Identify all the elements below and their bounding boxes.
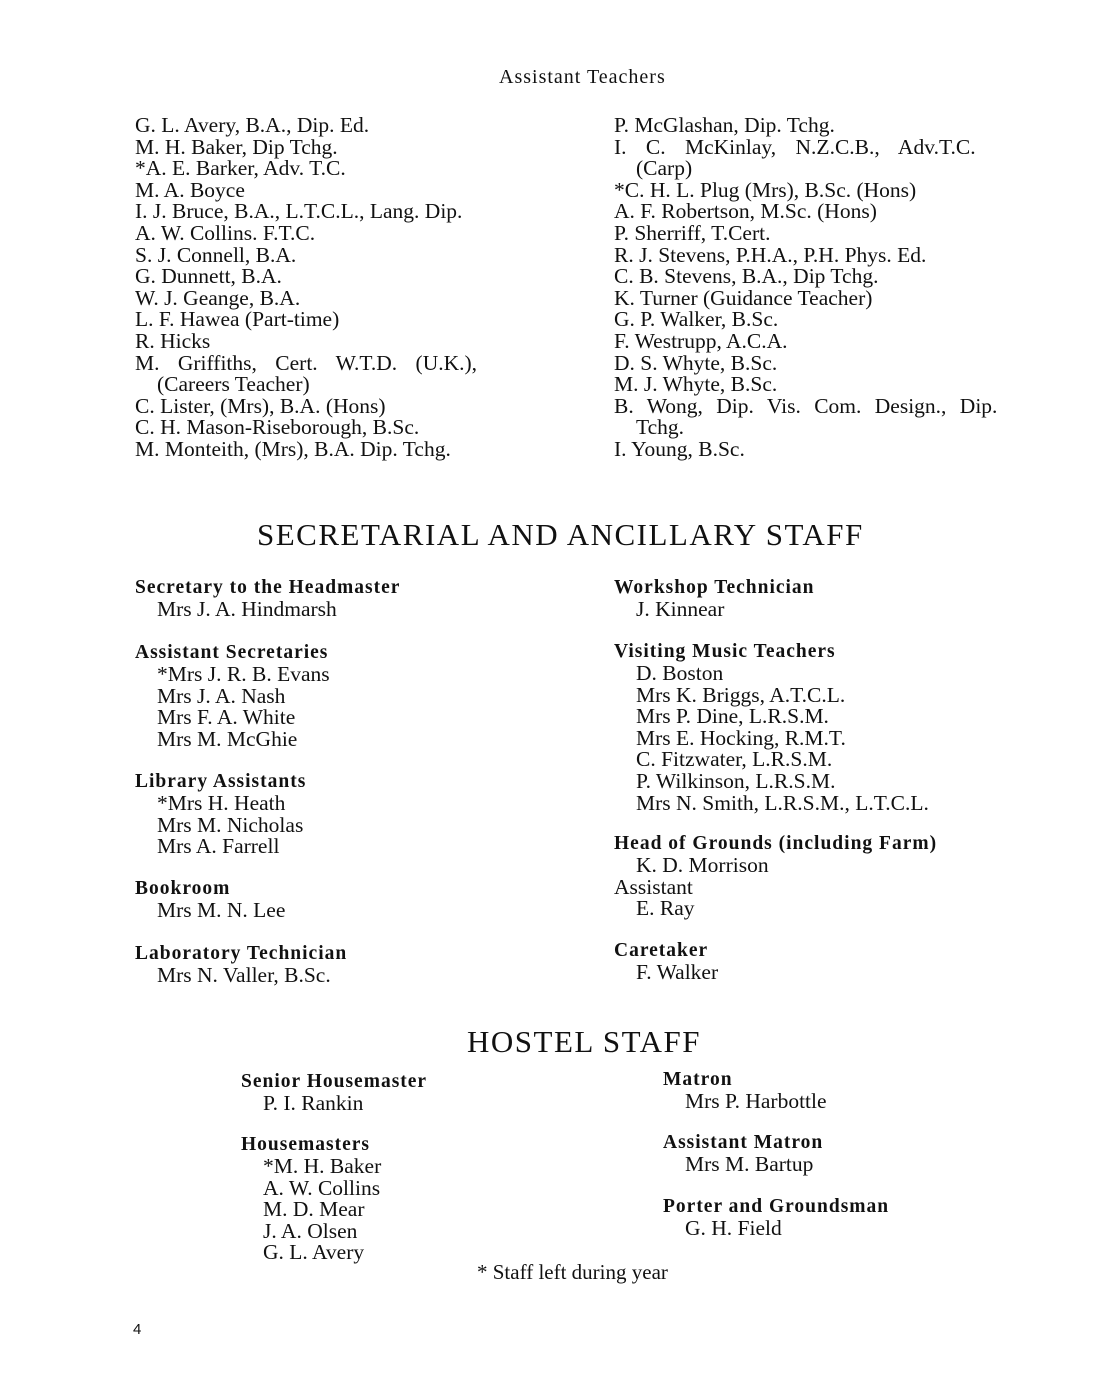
teacher-entry: P. Sherriff, T.Cert.: [614, 220, 771, 245]
teacher-entry: I. C. McKinlay, N.Z.C.B., Adv.T.C.: [614, 134, 976, 159]
staff-name: G. L. Avery: [263, 1240, 365, 1265]
teacher-entry: K. Turner (Guidance Teacher): [614, 285, 873, 310]
teacher-entry: F. Westrupp, A.C.A.: [614, 328, 788, 353]
staff-group-head-of-grounds: [614, 833, 937, 920]
staff-group-matron: [663, 1069, 827, 1113]
group-title: Assistant Secretaries: [135, 642, 329, 663]
group-title: Library Assistants: [135, 771, 307, 792]
staff-name: Mrs K. Briggs, A.T.C.L.: [636, 682, 846, 707]
group-title: Housemasters: [241, 1134, 370, 1155]
teacher-entry-continuation: (Carp): [636, 156, 693, 181]
staff-name: P. Wilkinson, L.R.S.M.: [636, 768, 836, 793]
group-title: Porter and Groundsman: [663, 1196, 890, 1217]
teacher-entry: G. Dunnett, B.A.: [135, 264, 282, 289]
staff-name: Mrs P. Harbottle: [685, 1089, 827, 1113]
assistant-teachers-right-list: [614, 115, 1060, 461]
staff-group-porter-groundsman: [663, 1196, 889, 1240]
staff-group-bookroom: [135, 878, 285, 922]
staff-group-assistant-matron: [663, 1132, 823, 1176]
staff-group-library-assistants: [135, 771, 306, 858]
teacher-entry: M. H. Baker, Dip Tchg.: [135, 134, 338, 159]
page-number: 4: [133, 1321, 142, 1338]
group-title: Laboratory Technician: [135, 943, 348, 964]
staff-name: Mrs M. N. Lee: [157, 898, 286, 922]
teacher-entry: *A. E. Barker, Adv. T.C.: [135, 156, 346, 181]
group-title: Caretaker: [614, 940, 709, 961]
group-title: Matron: [663, 1069, 733, 1090]
teacher-entry: I. Young, B.Sc.: [614, 436, 745, 461]
group-title: Workshop Technician: [614, 577, 815, 598]
teacher-entry: I. J. Bruce, B.A., L.T.C.L., Lang. Dip.: [135, 199, 463, 224]
staff-group-visiting-music-teachers: [614, 641, 929, 814]
staff-group-assistant-secretaries: [135, 642, 330, 750]
teacher-entry-continuation: Tchg.: [636, 415, 685, 440]
staff-name: K. D. Morrison: [636, 853, 769, 877]
staff-name: Mrs N. Valler, B.Sc.: [157, 963, 331, 987]
assistant-teachers-heading: Assistant Teachers: [499, 66, 666, 88]
staff-name: A. W. Collins: [263, 1175, 381, 1200]
teacher-entry: R. J. Stevens, P.H.A., P.H. Phys. Ed.: [614, 242, 927, 267]
teacher-entry: A. W. Collins. F.T.C.: [135, 220, 316, 245]
staff-group-senior-housemaster: [241, 1071, 427, 1115]
teacher-entry: W. J. Geange, B.A.: [135, 285, 301, 310]
teacher-entry: *C. H. L. Plug (Mrs), B.Sc. (Hons): [614, 177, 917, 202]
hostel-staff-heading: HOSTEL STAFF: [467, 1024, 701, 1059]
staff-name: Mrs J. A. Nash: [157, 683, 286, 708]
staff-group-caretaker: [614, 940, 718, 984]
teacher-entry: B. Wong, Dip. Vis. Com. Design., Dip.: [614, 393, 998, 418]
teacher-entry: S. J. Connell, B.A.: [135, 242, 297, 267]
group-title: Assistant Matron: [663, 1132, 824, 1153]
staff-group-workshop-technician: [614, 577, 815, 621]
group-title: Senior Housemaster: [241, 1071, 428, 1092]
staff-name: G. H. Field: [685, 1216, 782, 1240]
staff-name: Mrs M. Nicholas: [157, 812, 304, 837]
staff-group-housemasters: [241, 1134, 381, 1264]
staff-name: Mrs M. McGhie: [157, 726, 298, 751]
staff-name: D. Boston: [636, 661, 724, 685]
footnote: * Staff left during year: [477, 1260, 668, 1284]
staff-group-secretary: [135, 577, 400, 621]
group-title: Head of Grounds (including Farm): [614, 833, 938, 854]
staff-name: F. Walker: [636, 960, 719, 984]
staff-name: C. Fitzwater, L.R.S.M.: [636, 747, 833, 772]
teacher-entry: M. A. Boyce: [135, 177, 245, 202]
staff-name: J. A. Olsen: [263, 1218, 358, 1243]
staff-name: J. Kinnear: [636, 597, 725, 621]
teacher-entry: A. F. Robertson, M.Sc. (Hons): [614, 199, 877, 224]
staff-name: M. D. Mear: [263, 1197, 365, 1222]
staff-name: *Mrs H. Heath: [157, 791, 286, 815]
teacher-entry: D. S. Whyte, B.Sc.: [614, 350, 778, 375]
staff-name: Mrs F. A. White: [157, 705, 296, 730]
teacher-entry: G. L. Avery, B.A., Dip. Ed.: [135, 113, 370, 137]
teacher-entry: R. Hicks: [135, 328, 211, 353]
teacher-entry: M. Monteith, (Mrs), B.A. Dip. Tchg.: [135, 436, 451, 461]
staff-name: Mrs E. Hocking, R.M.T.: [636, 725, 846, 750]
staff-name: P. I. Rankin: [263, 1091, 364, 1115]
teacher-entry: C. H. Mason-Riseborough, B.Sc.: [135, 415, 420, 440]
staff-name: Mrs N. Smith, L.R.S.M., L.T.C.L.: [636, 790, 929, 815]
staff-group-laboratory-technician: [135, 943, 347, 987]
staff-name: Mrs P. Dine, L.R.S.M.: [636, 704, 829, 729]
teacher-entry: C. Lister, (Mrs), B.A. (Hons): [135, 393, 386, 418]
staff-name: *Mrs J. R. B. Evans: [157, 662, 330, 686]
staff-name: *M. H. Baker: [263, 1154, 382, 1178]
assistant-teachers-left-list: [135, 115, 585, 461]
group-sub-label: Assistant: [614, 874, 693, 899]
teacher-entry: L. F. Hawea (Part-time): [135, 307, 340, 332]
group-title: Bookroom: [135, 878, 231, 899]
teacher-entry: C. B. Stevens, B.A., Dip Tchg.: [614, 264, 879, 289]
staff-name: Mrs J. A. Hindmarsh: [157, 597, 337, 621]
teacher-entry: M. J. Whyte, B.Sc.: [614, 372, 778, 397]
staff-name: Mrs A. Farrell: [157, 834, 280, 859]
teacher-entry-continuation: (Careers Teacher): [157, 372, 310, 397]
teacher-entry: M. Griffiths, Cert. W.T.D. (U.K.),: [135, 350, 478, 375]
staff-name: E. Ray: [636, 896, 695, 921]
group-title: Secretary to the Headmaster: [135, 577, 401, 598]
staff-name: Mrs M. Bartup: [685, 1152, 814, 1176]
teacher-entry: G. P. Walker, B.Sc.: [614, 307, 779, 332]
group-title: Visiting Music Teachers: [614, 641, 836, 662]
secretarial-ancillary-heading: SECRETARIAL AND ANCILLARY STAFF: [257, 517, 864, 552]
teacher-entry: P. McGlashan, Dip. Tchg.: [614, 113, 835, 137]
